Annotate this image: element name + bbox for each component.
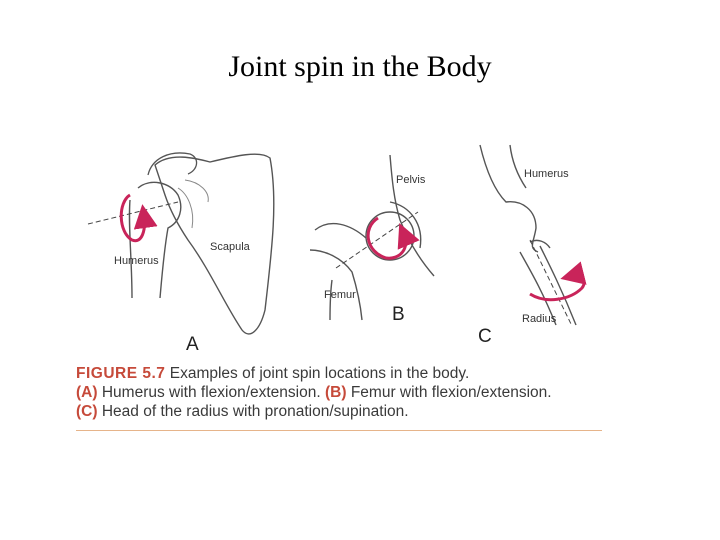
glenoid-detail — [178, 180, 208, 228]
panel-c-illustration — [478, 145, 584, 347]
caption-line-3 — [76, 402, 606, 421]
label-femur: Femur — [324, 289, 356, 301]
femur-shape — [310, 224, 366, 320]
caption-line-1 — [76, 364, 606, 383]
figure-caption — [76, 364, 606, 421]
spin-arrow-a — [121, 195, 144, 241]
caption-figure-text: Examples of joint spin locations in the body. — [169, 365, 470, 382]
label-humerus-a: Humerus — [114, 255, 159, 267]
panel-letter-b: B — [392, 304, 405, 325]
caption-figure-label: FIGURE 5.7 — [76, 365, 166, 382]
joint-spin-figure — [60, 140, 620, 360]
caption-c-tag: (C) — [76, 403, 98, 420]
caption-divider — [76, 430, 602, 431]
panel-a-illustration — [88, 153, 274, 355]
label-scapula: Scapula — [210, 241, 250, 253]
label-radius: Radius — [522, 313, 557, 325]
humerus-c-shape — [480, 145, 538, 252]
spin-arrow-c — [530, 276, 584, 300]
caption-line-2 — [76, 383, 606, 402]
caption-a-tag: (A) — [76, 384, 98, 401]
panel-letter-c: C — [478, 326, 492, 347]
panel-letter-a: A — [186, 334, 199, 355]
caption-c-text: Head of the radius with pronation/supination. — [101, 403, 409, 420]
caption-b-text: Femur with flexion/extension. — [350, 384, 552, 401]
label-humerus-c: Humerus — [524, 168, 569, 180]
spin-axis-a — [88, 202, 178, 224]
caption-a-text: Humerus with flexion/extension. — [101, 384, 321, 401]
label-pelvis: Pelvis — [396, 174, 426, 186]
slide-title: Joint spin in the Body — [228, 50, 492, 83]
spin-arrow-b — [368, 218, 406, 258]
panel-b-illustration — [310, 155, 434, 325]
caption-b-tag: (B) — [324, 384, 347, 401]
